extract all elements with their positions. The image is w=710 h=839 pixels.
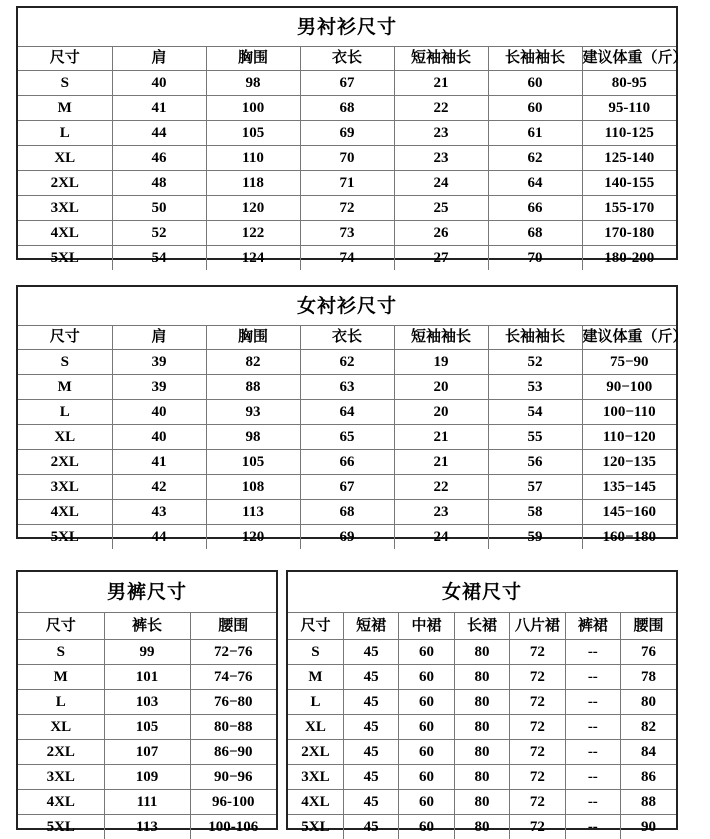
womens-shirt-cell: 41	[112, 450, 206, 475]
mens-shirt-cell: 52	[112, 221, 206, 246]
womens-shirt-size-label: M	[18, 375, 112, 400]
womens-skirt-cell: 60	[399, 815, 454, 839]
table-row	[18, 96, 676, 121]
mens-pants-cell: 80−88	[190, 715, 276, 740]
womens-skirt-cell: 80	[454, 740, 509, 765]
mens-shirt-cell: 41	[112, 96, 206, 121]
womens-skirt-cell: 80	[454, 640, 509, 665]
womens-shirt-cell: 56	[488, 450, 582, 475]
womens-skirt-cell: 60	[399, 640, 454, 665]
womens-shirt-size-label: S	[18, 350, 112, 375]
womens-skirt-cell: 60	[399, 740, 454, 765]
mens-shirt-cell: 64	[488, 171, 582, 196]
womens-shirt-cell: 19	[394, 350, 488, 375]
mens-shirt-cell: 54	[112, 246, 206, 271]
womens-shirt-cell: 43	[112, 500, 206, 525]
mens-shirt-title: 男衬衫尺寸	[18, 8, 676, 47]
womens-skirt-cell: 80	[454, 790, 509, 815]
womens-skirt-cell: --	[565, 790, 620, 815]
womens-skirt-size-label: M	[288, 665, 343, 690]
womens-skirt-size-label: L	[288, 690, 343, 715]
mens-shirt-size-label: 2XL	[18, 171, 112, 196]
mens-shirt-cell: 68	[300, 96, 394, 121]
womens-skirt-cell: 72	[510, 790, 565, 815]
table-row	[18, 790, 276, 815]
womens-skirt-cell: --	[565, 765, 620, 790]
womens-shirt-size-label: 4XL	[18, 500, 112, 525]
womens-shirt-cell: 58	[488, 500, 582, 525]
mens-shirt-size-label: 4XL	[18, 221, 112, 246]
womens-shirt-size-label: 2XL	[18, 450, 112, 475]
mens-pants-column-header: 腰围	[190, 613, 276, 640]
womens-shirt-column-header: 肩	[112, 326, 206, 350]
womens-shirt-cell: 113	[206, 500, 300, 525]
mens-pants-column-header: 尺寸	[18, 613, 104, 640]
mens-pants-cell: 90−96	[190, 765, 276, 790]
mens-shirt-size-label: L	[18, 121, 112, 146]
womens-shirt-cell: 120	[206, 525, 300, 550]
mens-shirt-cell: 67	[300, 71, 394, 96]
womens-skirt-cell: 76	[621, 640, 676, 665]
mens-shirt-size-label: XL	[18, 146, 112, 171]
mens-pants-cell: 113	[104, 815, 190, 839]
womens-shirt-cell: 88	[206, 375, 300, 400]
womens-shirt-cell: 160−180	[582, 525, 676, 550]
womens-skirt-size-label: S	[288, 640, 343, 665]
mens-shirt-cell: 44	[112, 121, 206, 146]
mens-shirt-cell: 61	[488, 121, 582, 146]
mens-shirt-cell: 98	[206, 71, 300, 96]
womens-shirt-cell: 108	[206, 475, 300, 500]
womens-skirt-cell: 80	[454, 690, 509, 715]
table-row	[18, 715, 276, 740]
womens-shirt-cell: 67	[300, 475, 394, 500]
womens-skirt-cell: 60	[399, 715, 454, 740]
womens-skirt-cell: 45	[343, 815, 398, 839]
table-row	[18, 425, 676, 450]
mens-shirt-cell: 60	[488, 96, 582, 121]
womens-shirt-cell: 44	[112, 525, 206, 550]
womens-shirt-cell: 90−100	[582, 375, 676, 400]
womens-shirt-cell: 57	[488, 475, 582, 500]
mens-shirt-cell: 22	[394, 96, 488, 121]
mens-shirt-cell: 73	[300, 221, 394, 246]
womens-skirt-cell: 60	[399, 665, 454, 690]
womens-skirt-cell: 72	[510, 715, 565, 740]
table-row	[18, 765, 276, 790]
womens-skirt-cell: 72	[510, 815, 565, 839]
mens-shirt-size-label: 5XL	[18, 246, 112, 271]
womens-skirt-column-header: 八片裙	[510, 613, 565, 640]
mens-shirt-cell: 125-140	[582, 146, 676, 171]
womens-skirt-size-label: 4XL	[288, 790, 343, 815]
mens-pants-cell: 100-106	[190, 815, 276, 839]
mens-shirt-column-header: 胸围	[206, 47, 300, 71]
mens-shirt-cell: 21	[394, 71, 488, 96]
mens-pants-cell: 101	[104, 665, 190, 690]
table-row	[18, 400, 676, 425]
mens-pants-title-row	[18, 572, 276, 613]
womens-skirt-cell: --	[565, 640, 620, 665]
mens-pants-size-label: 2XL	[18, 740, 104, 765]
table-row	[18, 375, 676, 400]
mens-shirt-table-grid	[18, 8, 676, 270]
table-row	[288, 790, 676, 815]
table-row	[18, 171, 676, 196]
womens-shirt-cell: 24	[394, 525, 488, 550]
womens-skirt-cell: 45	[343, 665, 398, 690]
table-row	[288, 690, 676, 715]
table-row	[18, 815, 276, 839]
mens-pants-size-table	[16, 570, 278, 830]
womens-shirt-cell: 21	[394, 450, 488, 475]
womens-shirt-cell: 63	[300, 375, 394, 400]
table-row	[18, 221, 676, 246]
womens-skirt-cell: 45	[343, 715, 398, 740]
womens-skirt-table-grid	[288, 572, 676, 839]
mens-shirt-size-label: S	[18, 71, 112, 96]
womens-shirt-cell: 68	[300, 500, 394, 525]
mens-shirt-cell: 180-200	[582, 246, 676, 271]
mens-shirt-cell: 140-155	[582, 171, 676, 196]
womens-shirt-cell: 100−110	[582, 400, 676, 425]
womens-skirt-cell: --	[565, 740, 620, 765]
womens-skirt-cell: 80	[454, 765, 509, 790]
mens-shirt-cell: 72	[300, 196, 394, 221]
womens-skirt-column-header: 腰围	[621, 613, 676, 640]
mens-shirt-cell: 124	[206, 246, 300, 271]
womens-skirt-cell: --	[565, 715, 620, 740]
womens-shirt-size-label: L	[18, 400, 112, 425]
womens-skirt-cell: 45	[343, 765, 398, 790]
table-row	[288, 740, 676, 765]
womens-shirt-cell: 59	[488, 525, 582, 550]
mens-shirt-cell: 118	[206, 171, 300, 196]
mens-shirt-size-table	[16, 6, 678, 260]
womens-skirt-cell: --	[565, 815, 620, 839]
womens-skirt-cell: 45	[343, 640, 398, 665]
mens-shirt-table-body	[18, 8, 676, 270]
mens-pants-cell: 99	[104, 640, 190, 665]
table-row	[18, 690, 276, 715]
womens-shirt-cell: 20	[394, 375, 488, 400]
mens-pants-table-grid	[18, 572, 276, 839]
mens-shirt-cell: 80-95	[582, 71, 676, 96]
womens-shirt-cell: 52	[488, 350, 582, 375]
table-row	[18, 146, 676, 171]
womens-skirt-size-label: 5XL	[288, 815, 343, 839]
womens-skirt-cell: 72	[510, 740, 565, 765]
womens-shirt-cell: 98	[206, 425, 300, 450]
mens-shirt-column-header: 衣长	[300, 47, 394, 71]
womens-shirt-cell: 135−145	[582, 475, 676, 500]
table-row	[288, 715, 676, 740]
mens-pants-cell: 103	[104, 690, 190, 715]
mens-pants-cell: 109	[104, 765, 190, 790]
mens-shirt-cell: 62	[488, 146, 582, 171]
table-row	[18, 196, 676, 221]
womens-skirt-column-header: 长裙	[454, 613, 509, 640]
table-row	[18, 71, 676, 96]
womens-skirt-cell: 72	[510, 690, 565, 715]
table-row	[288, 765, 676, 790]
womens-skirt-cell: 80	[621, 690, 676, 715]
womens-skirt-cell: 72	[510, 665, 565, 690]
table-row	[288, 815, 676, 839]
womens-shirt-cell: 23	[394, 500, 488, 525]
womens-skirt-cell: 84	[621, 740, 676, 765]
table-row	[18, 450, 676, 475]
mens-shirt-cell: 155-170	[582, 196, 676, 221]
womens-skirt-column-header: 短裙	[343, 613, 398, 640]
womens-skirt-size-label: 2XL	[288, 740, 343, 765]
womens-shirt-cell: 55	[488, 425, 582, 450]
table-row	[18, 475, 676, 500]
mens-shirt-cell: 74	[300, 246, 394, 271]
mens-shirt-cell: 46	[112, 146, 206, 171]
womens-skirt-cell: 80	[454, 715, 509, 740]
mens-shirt-column-header: 建议体重（斤）	[582, 47, 676, 71]
mens-pants-size-label: XL	[18, 715, 104, 740]
womens-shirt-column-header: 建议体重（斤）	[582, 326, 676, 350]
mens-shirt-cell: 110	[206, 146, 300, 171]
womens-shirt-cell: 75−90	[582, 350, 676, 375]
womens-shirt-size-label: 5XL	[18, 525, 112, 550]
womens-skirt-cell: 60	[399, 690, 454, 715]
womens-skirt-cell: 80	[454, 665, 509, 690]
table-row	[288, 640, 676, 665]
womens-shirt-cell: 42	[112, 475, 206, 500]
table-row	[18, 246, 676, 271]
mens-shirt-header-row	[18, 47, 676, 71]
mens-shirt-column-header: 短袖袖长	[394, 47, 488, 71]
womens-skirt-column-header: 尺寸	[288, 613, 343, 640]
womens-shirt-cell: 120−135	[582, 450, 676, 475]
mens-shirt-column-header: 肩	[112, 47, 206, 71]
womens-shirt-cell: 110−120	[582, 425, 676, 450]
mens-pants-size-label: S	[18, 640, 104, 665]
table-row	[18, 525, 676, 550]
womens-skirt-table-body	[288, 572, 676, 839]
mens-pants-cell: 105	[104, 715, 190, 740]
womens-skirt-title-row	[288, 572, 676, 613]
mens-shirt-size-label: 3XL	[18, 196, 112, 221]
mens-shirt-cell: 23	[394, 146, 488, 171]
womens-shirt-cell: 22	[394, 475, 488, 500]
mens-shirt-cell: 23	[394, 121, 488, 146]
mens-pants-cell: 96-100	[190, 790, 276, 815]
womens-skirt-cell: 45	[343, 740, 398, 765]
table-row	[288, 665, 676, 690]
table-row	[18, 350, 676, 375]
mens-shirt-cell: 70	[488, 246, 582, 271]
mens-pants-header-row	[18, 613, 276, 640]
mens-shirt-cell: 170-180	[582, 221, 676, 246]
womens-skirt-cell: 45	[343, 690, 398, 715]
womens-shirt-size-label: XL	[18, 425, 112, 450]
mens-shirt-cell: 95-110	[582, 96, 676, 121]
womens-shirt-cell: 93	[206, 400, 300, 425]
womens-shirt-table-body	[18, 287, 676, 549]
womens-shirt-cell: 40	[112, 400, 206, 425]
womens-shirt-header-row	[18, 326, 676, 350]
table-row	[18, 640, 276, 665]
womens-shirt-cell: 53	[488, 375, 582, 400]
womens-shirt-size-table	[16, 285, 678, 539]
womens-skirt-cell: 60	[399, 790, 454, 815]
mens-pants-size-label: L	[18, 690, 104, 715]
womens-skirt-column-header: 中裙	[399, 613, 454, 640]
womens-shirt-cell: 105	[206, 450, 300, 475]
mens-pants-title: 男裤尺寸	[18, 572, 276, 613]
womens-skirt-cell: 78	[621, 665, 676, 690]
mens-shirt-size-label: M	[18, 96, 112, 121]
womens-shirt-cell: 145−160	[582, 500, 676, 525]
womens-shirt-column-header: 衣长	[300, 326, 394, 350]
womens-skirt-cell: 82	[621, 715, 676, 740]
womens-shirt-cell: 66	[300, 450, 394, 475]
table-row	[18, 665, 276, 690]
mens-shirt-cell: 122	[206, 221, 300, 246]
mens-shirt-cell: 105	[206, 121, 300, 146]
womens-skirt-cell: 88	[621, 790, 676, 815]
womens-shirt-cell: 20	[394, 400, 488, 425]
womens-shirt-column-header: 尺寸	[18, 326, 112, 350]
womens-shirt-title-row	[18, 287, 676, 326]
mens-shirt-cell: 48	[112, 171, 206, 196]
womens-skirt-size-label: XL	[288, 715, 343, 740]
mens-pants-cell: 74−76	[190, 665, 276, 690]
womens-skirt-cell: 60	[399, 765, 454, 790]
mens-shirt-cell: 70	[300, 146, 394, 171]
mens-shirt-cell: 25	[394, 196, 488, 221]
mens-shirt-cell: 40	[112, 71, 206, 96]
womens-skirt-cell: 80	[454, 815, 509, 839]
womens-skirt-title: 女裙尺寸	[288, 572, 676, 613]
womens-shirt-cell: 69	[300, 525, 394, 550]
womens-shirt-cell: 64	[300, 400, 394, 425]
mens-pants-cell: 76−80	[190, 690, 276, 715]
womens-skirt-cell: 72	[510, 765, 565, 790]
mens-shirt-cell: 100	[206, 96, 300, 121]
womens-shirt-cell: 82	[206, 350, 300, 375]
mens-shirt-column-header: 尺寸	[18, 47, 112, 71]
mens-pants-size-label: 5XL	[18, 815, 104, 839]
womens-skirt-cell: 72	[510, 640, 565, 665]
womens-shirt-table-grid	[18, 287, 676, 549]
mens-pants-cell: 107	[104, 740, 190, 765]
womens-shirt-column-header: 胸围	[206, 326, 300, 350]
womens-shirt-size-label: 3XL	[18, 475, 112, 500]
table-row	[18, 500, 676, 525]
mens-shirt-cell: 68	[488, 221, 582, 246]
womens-shirt-cell: 40	[112, 425, 206, 450]
womens-shirt-title: 女衬衫尺寸	[18, 287, 676, 326]
womens-skirt-header-row	[288, 613, 676, 640]
womens-skirt-cell: 45	[343, 790, 398, 815]
mens-shirt-cell: 24	[394, 171, 488, 196]
womens-shirt-cell: 62	[300, 350, 394, 375]
mens-shirt-cell: 66	[488, 196, 582, 221]
mens-shirt-cell: 27	[394, 246, 488, 271]
womens-skirt-column-header: 裤裙	[565, 613, 620, 640]
womens-skirt-cell: --	[565, 665, 620, 690]
mens-shirt-cell: 110-125	[582, 121, 676, 146]
womens-shirt-cell: 39	[112, 350, 206, 375]
womens-shirt-cell: 54	[488, 400, 582, 425]
womens-shirt-cell: 39	[112, 375, 206, 400]
mens-shirt-cell: 50	[112, 196, 206, 221]
mens-shirt-cell: 69	[300, 121, 394, 146]
mens-shirt-cell: 60	[488, 71, 582, 96]
mens-pants-cell: 86−90	[190, 740, 276, 765]
mens-pants-size-label: 3XL	[18, 765, 104, 790]
womens-shirt-cell: 21	[394, 425, 488, 450]
mens-shirt-title-row	[18, 8, 676, 47]
mens-pants-table-body	[18, 572, 276, 839]
mens-shirt-cell: 26	[394, 221, 488, 246]
womens-skirt-size-table	[286, 570, 678, 830]
womens-skirt-cell: 90	[621, 815, 676, 839]
mens-pants-size-label: M	[18, 665, 104, 690]
womens-shirt-column-header: 短袖袖长	[394, 326, 488, 350]
mens-pants-size-label: 4XL	[18, 790, 104, 815]
mens-pants-cell: 111	[104, 790, 190, 815]
womens-skirt-size-label: 3XL	[288, 765, 343, 790]
table-row	[18, 121, 676, 146]
womens-skirt-cell: --	[565, 690, 620, 715]
womens-shirt-column-header: 长袖袖长	[488, 326, 582, 350]
mens-shirt-column-header: 长袖袖长	[488, 47, 582, 71]
table-row	[18, 740, 276, 765]
womens-shirt-cell: 65	[300, 425, 394, 450]
womens-skirt-cell: 86	[621, 765, 676, 790]
mens-shirt-cell: 71	[300, 171, 394, 196]
mens-shirt-cell: 120	[206, 196, 300, 221]
mens-pants-column-header: 裤长	[104, 613, 190, 640]
mens-pants-cell: 72−76	[190, 640, 276, 665]
